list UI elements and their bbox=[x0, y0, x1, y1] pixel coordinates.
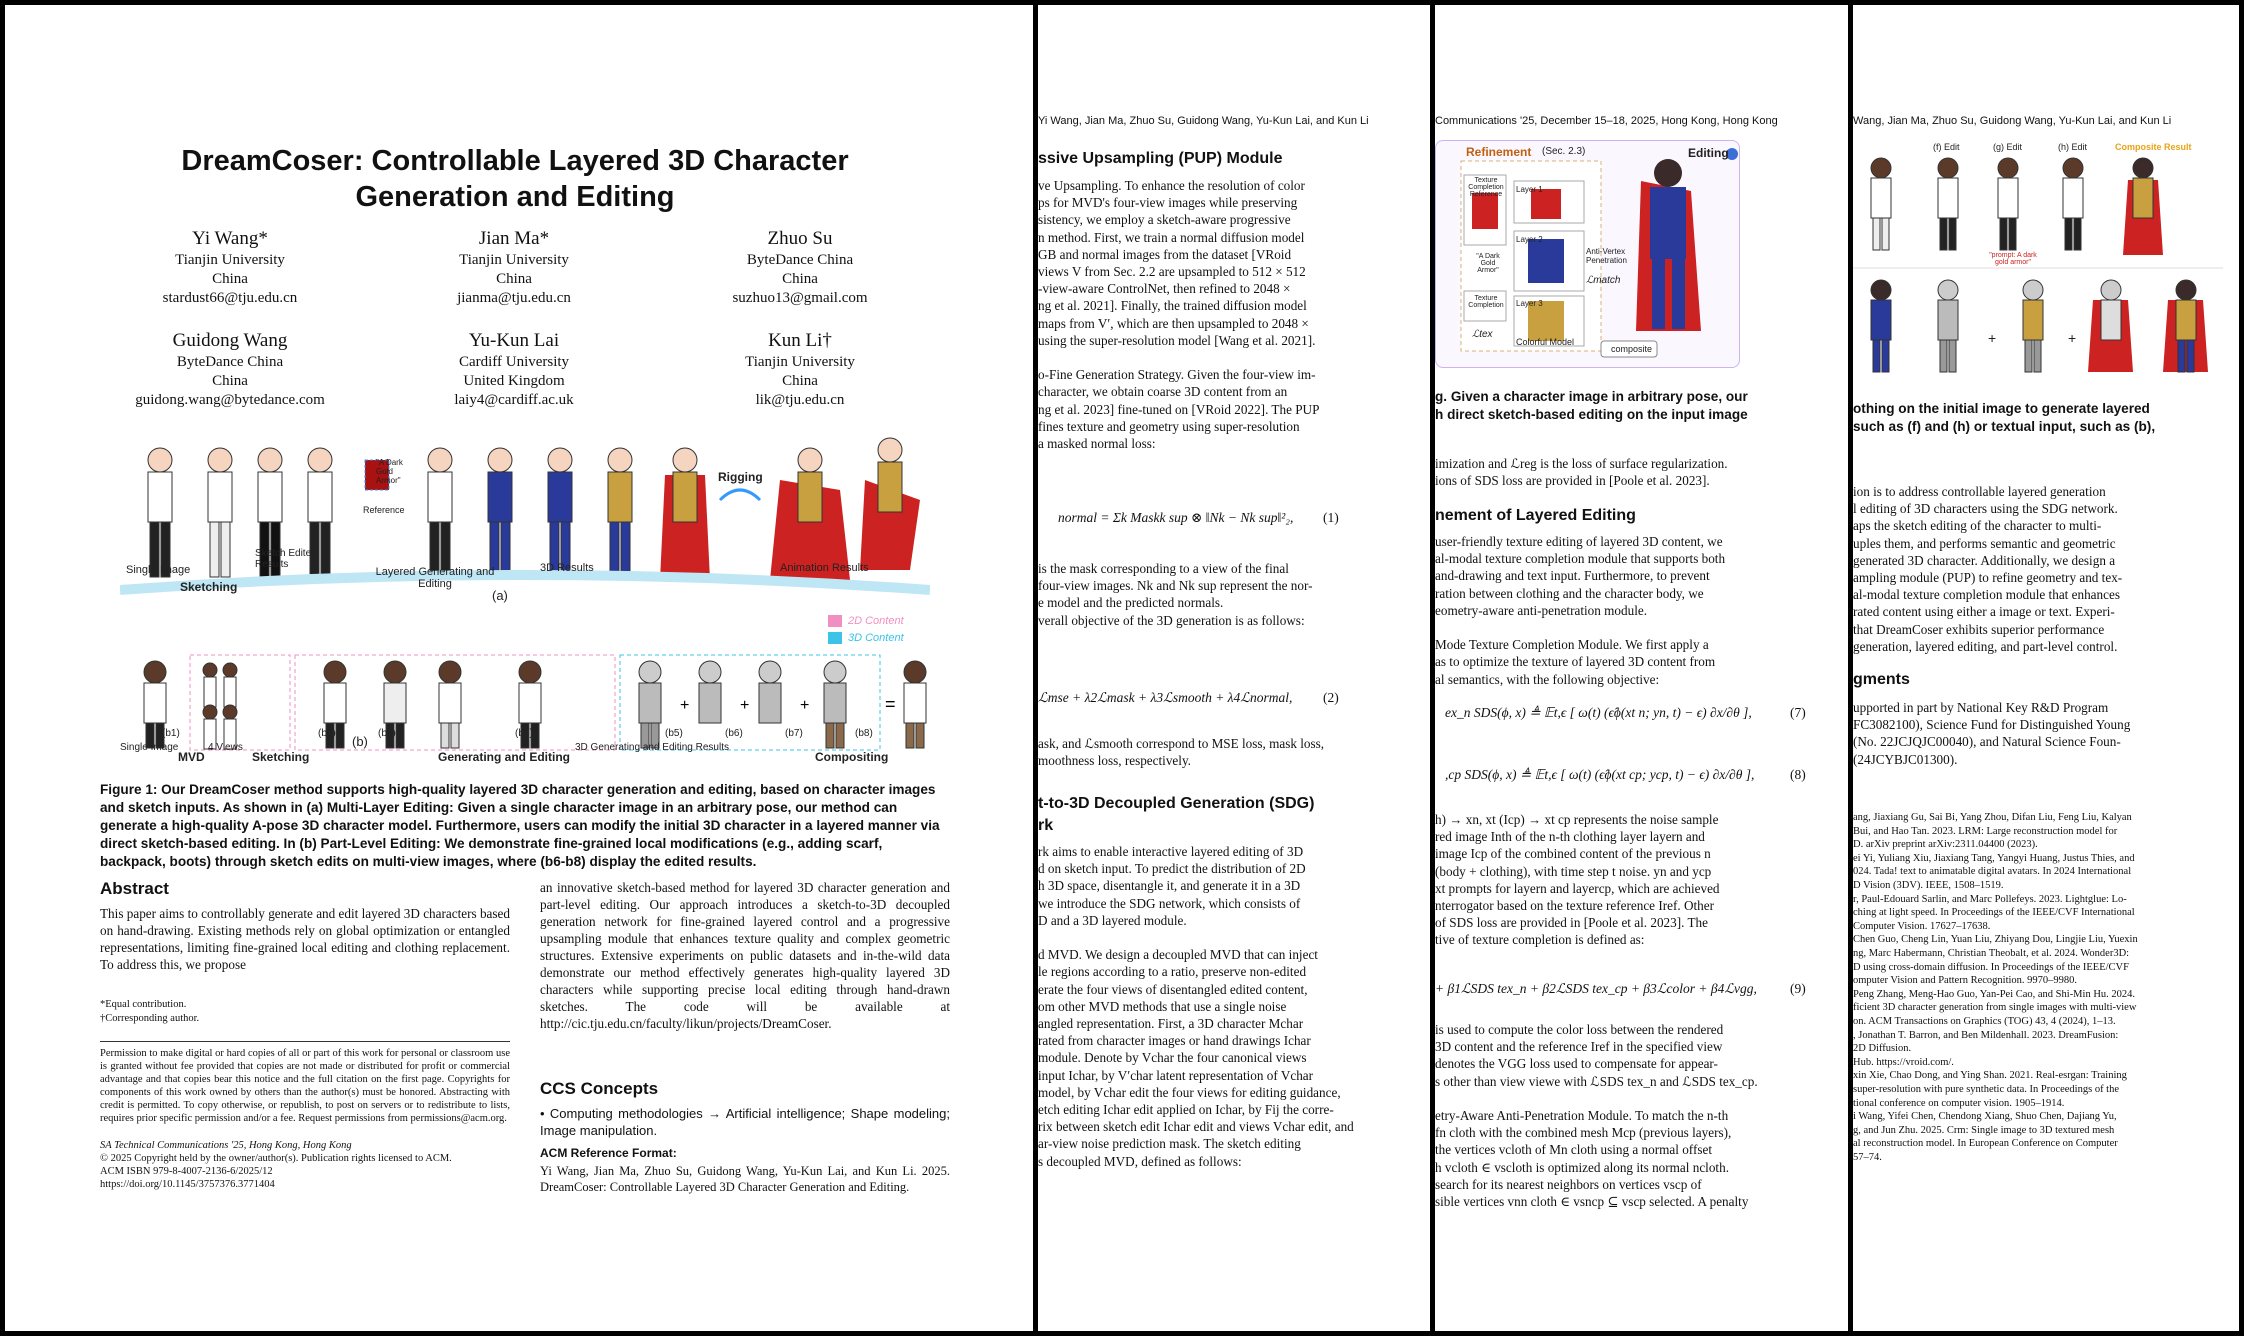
text-line: GB and normal images from the dataset [VRoid bbox=[1038, 246, 1292, 262]
figure-1a-art bbox=[120, 430, 930, 610]
author-country: China bbox=[782, 271, 818, 287]
text-line: rk aims to enable interactive layered editing of 3D bbox=[1038, 844, 1304, 859]
text-line: (No. 22JCJQJC00040), and Natural Science Foun- bbox=[1853, 734, 2121, 750]
text-line: ficient 3D character generation from single images with multi-view bbox=[1853, 1002, 2137, 1014]
svg-text:+: + bbox=[740, 697, 750, 714]
text-line: tive of texture completion is defined as: bbox=[1435, 932, 1645, 948]
fig-label-b5: (b5) bbox=[665, 728, 683, 739]
author-email: lik@tju.edu.cn bbox=[755, 392, 845, 408]
text-line: is the mask corresponding to a view of the final bbox=[1038, 561, 1289, 576]
equation-9: + β1ℒSDS tex_n + β2ℒSDS tex_cp + β3ℒcolor + β4ℒvgg, bbox=[1435, 981, 1757, 996]
text-line: etry-Aware Anti-Penetration Module. To match the n-th bbox=[1435, 1108, 1729, 1123]
author-aff: Tianjin University bbox=[459, 252, 569, 268]
figure-1b bbox=[120, 650, 930, 768]
svg-text:+: + bbox=[680, 697, 690, 714]
text-line: such as (f) and (h) or textual input, such as (b), bbox=[1853, 419, 2156, 434]
page-1[interactable] bbox=[10, 5, 1033, 1336]
equation-7-number: (7) bbox=[1790, 705, 1806, 720]
text-line: a masked normal loss: bbox=[1038, 436, 1156, 451]
text-line: that DreamCoser exhibits superior performance bbox=[1853, 621, 2105, 637]
fig3-label-h: (h) Edit bbox=[2058, 142, 2088, 152]
author-name: Guidong Wang bbox=[172, 330, 288, 351]
text-line: Chen Guo, Cheng Lin, Yuan Liu, Zhiyang Dou, Lingjie Liu, Yuexin bbox=[1853, 934, 2138, 946]
fig-label-b: (b) bbox=[352, 734, 368, 749]
text-line: omputer Vision and Pattern Recognition. 9970–9980. bbox=[1853, 975, 2078, 987]
venue-line: SA Technical Communications '25, Hong Kong, Hong Kong bbox=[100, 1140, 352, 1151]
legend-3d-swatch bbox=[828, 632, 842, 644]
page-2[interactable] bbox=[1038, 5, 1430, 1336]
text-line: fines texture and geometry using super-resolution bbox=[1038, 418, 1300, 434]
text-line: D Vision (3DV). IEEE, 1508–1519. bbox=[1853, 880, 2004, 891]
text-line: Hub. https://vroid.com/. bbox=[1853, 1056, 1954, 1068]
ccs-heading: CCS Concepts bbox=[540, 1079, 659, 1098]
fig-label-b4: (b4) bbox=[515, 728, 533, 739]
text-line: -view-aware ControlNet, then refined to 2048 × bbox=[1038, 281, 1291, 297]
equation-1: normal = Σk Maskk sup ⊗ ‖Nk − Nk sup‖²₂, bbox=[1058, 510, 1294, 525]
fig-label-compositing: Compositing bbox=[815, 750, 889, 764]
text-line: fn cloth with the combined mesh Mcp (previous layers), bbox=[1435, 1125, 1732, 1141]
fig-label-animation: Animation Results bbox=[780, 562, 869, 574]
figure-2 bbox=[1435, 140, 1740, 368]
running-head: Communications '25, December 15–18, 2025, Hong Kong, Hong Kong bbox=[1435, 115, 1778, 127]
text-line: D using cross-domain diffusion. In Proceedings of the IEEE/CVF bbox=[1853, 961, 2129, 973]
fig-label-b1: (b1) bbox=[162, 728, 180, 739]
text-line: and-drawing and text input. Furthermore, to prevent bbox=[1435, 568, 1710, 584]
fig-label-b7: (b7) bbox=[785, 728, 803, 739]
fig2-label-sec: (Sec. 2.3) bbox=[1542, 146, 1586, 157]
text-line: 024. Tada! text to animatable digital avatars. In 2024 International bbox=[1853, 866, 2132, 878]
section-heading: rk bbox=[1038, 817, 1054, 834]
author-email: jianma@tju.edu.cn bbox=[457, 290, 571, 306]
fig3-label-g: (g) Edit bbox=[1993, 142, 2023, 152]
fig2-label-l-tex: ℒtex bbox=[1472, 329, 1493, 340]
author-country: China bbox=[496, 271, 532, 287]
section-heading: nement of Layered Editing bbox=[1435, 507, 1636, 524]
text-line: model, by Vchar edit the four views for editing guidance, bbox=[1038, 1084, 1341, 1100]
fig2-label-anti-vertex: Anti-Vertex Penetration bbox=[1586, 247, 1627, 265]
fig3-label-f: (f) Edit bbox=[1933, 142, 1960, 152]
text-line: (body + clothing), with time step t noise. yn and ycp bbox=[1435, 863, 1712, 879]
fig3-plus-1: + bbox=[1988, 330, 1997, 346]
footnote-rule bbox=[100, 1041, 510, 1042]
svg-text:=: = bbox=[885, 694, 896, 714]
text-line: super-resolution with pure synthetic data. In Proceedings of the bbox=[1853, 1084, 2120, 1095]
text-line: xt prompts for layern and layercp, which are achieved bbox=[1435, 880, 1720, 896]
text-line: r, Paul-Edouard Sarlin, and Marc Pollefeys. 2023. Lightglue: Lo- bbox=[1853, 893, 2127, 905]
text-line: h) → xn, xt (Icp) → xt cp represents the noise sample bbox=[1435, 812, 1719, 827]
running-head: Wang, Jian Ma, Zhuo Su, Guidong Wang, Yu-Kun Lai, and Kun Li bbox=[1853, 115, 2172, 127]
fig2-label-dark-gold: "A Dark Gold Armor" bbox=[1476, 253, 1500, 274]
text-line: ampling module (PUP) to refine geometry and tex- bbox=[1853, 570, 2123, 585]
figure-3 bbox=[1853, 140, 2223, 378]
text-line: sible vertices vnn cloth ∈ vsncp ⊆ vscp selected. A penalty bbox=[1435, 1194, 1749, 1209]
author-name: Yi Wang* bbox=[192, 228, 268, 249]
fig-label-b6: (b6) bbox=[725, 728, 743, 739]
acm-ref-heading: ACM Reference Format: bbox=[540, 1146, 677, 1160]
text-line: erate the four views of disentangled edited content, bbox=[1038, 981, 1308, 997]
fig-label-dark-gold: "A Dark Gold Armor" bbox=[376, 458, 403, 485]
fig2-label-texture-completion: Texture Completion bbox=[1468, 295, 1504, 309]
text-line: s decoupled MVD, defined as follows: bbox=[1038, 1153, 1242, 1169]
fig-label-single-image-b: Single Image bbox=[120, 742, 179, 753]
text-line: search for its nearest neighbors on vertices vscp of bbox=[1435, 1176, 1702, 1192]
text-line: D. arXiv preprint arXiv:2311.04400 (2023). bbox=[1853, 839, 2038, 851]
text-line: ang, Jiaxiang Gu, Sai Bi, Yang Zhou, Difan Liu, Feng Liu, Kalyan bbox=[1853, 812, 2132, 823]
doi-link[interactable]: https://doi.org/10.1145/3757376.3771404 bbox=[100, 1179, 275, 1190]
fig3-label-prompt: "prompt: A dark gold armor" bbox=[1989, 252, 2037, 266]
fig3-label-composite: Composite Result bbox=[2115, 142, 2192, 152]
fig2-label-l-match: ℒmatch bbox=[1586, 275, 1621, 286]
fig-label-generating: Generating and Editing bbox=[438, 750, 571, 764]
text-line: upported in part by National Key R&D Program bbox=[1853, 700, 2109, 715]
text-line: h vcloth ∈ vscloth is optimized along its normal ncloth. bbox=[1435, 1159, 1729, 1175]
text-line: g, and Jun Zhu. 2025. Crm: Single image to 3D textured mesh bbox=[1853, 1124, 2115, 1136]
text-line: red image Inth of the n-th clothing layer layern and bbox=[1435, 829, 1705, 845]
text-line: aps the sketch editing of the character to multi- bbox=[1853, 518, 2102, 534]
author-1 bbox=[110, 227, 350, 308]
author-aff: Tianjin University bbox=[175, 252, 285, 268]
author-name: Kun Li† bbox=[768, 330, 832, 351]
author-3 bbox=[680, 227, 920, 308]
text-line: 57–74. bbox=[1853, 1152, 1882, 1163]
author-aff: ByteDance China bbox=[176, 354, 284, 370]
fig-label-b8: (b8) bbox=[855, 728, 873, 739]
text-line: we introduce the SDG network, which consists of bbox=[1038, 895, 1301, 911]
text-line: eometry-aware anti-penetration module. bbox=[1435, 602, 1648, 618]
author-6 bbox=[680, 329, 920, 410]
fig2-label-tcr: Texture Completion Reference bbox=[1468, 177, 1504, 198]
abstract-right: an innovative sketch-based method for layered 3D character generation and part-level editing. Our approach introduces a sketch-to-3D decoupled generation network for fine-grained layered control and a progressive upsampling module that enhances texture quality and complex geometric structures. Extensive experiments on public datasets and in-the-wild data demonstrate our method effectively generates high-quality layered 3D characters while supporting precise local editing through hand-drawn sketches. The code will be available at http://cic.tju.edu.cn/faculty/likun/projects/DreamCoser. bbox=[540, 880, 950, 1031]
author-country: United Kingdom bbox=[463, 373, 565, 389]
footnote-equal: *Equal contribution. bbox=[100, 999, 187, 1010]
footnote-corresponding: †Corresponding author. bbox=[100, 1013, 200, 1024]
fig-label-reference: Reference bbox=[363, 505, 405, 515]
text-line: Bui, and Hao Tan. 2023. LRM: Large reconstruction model for bbox=[1853, 825, 2118, 837]
author-name: Zhuo Su bbox=[767, 228, 833, 249]
ccs-text: • Computing methodologies → Artificial intelligence; Shape modeling; Image manipulation. bbox=[540, 1106, 950, 1138]
author-name: Jian Ma* bbox=[478, 228, 550, 249]
text-line: al-modal texture completion module that supports both bbox=[1435, 551, 1726, 567]
fig-label-sketch-edited: Sketch Edited Results bbox=[255, 548, 317, 570]
permission-notice: Permission to make digital or hard copies of all or part of this work for personal or classroom use is granted without fee provided that copies are not made or distributed for profit or commercial advantage and that copies bear this notice and the full citation on the first page. Copyrights for components of this work owned by others than the author(s) must be honored. Abstracting with credit is permitted. To copy otherwise, or republish, to post on servers or to redistribute to lists, requires prior specific permission and/or a fee. Request permissions from permissions@acm.org. bbox=[100, 1048, 510, 1124]
text-line: imization and ℒreg is the loss of surface regularization. bbox=[1435, 456, 1728, 471]
fig-label-sketching-b: Sketching bbox=[252, 750, 310, 764]
text-line: l editing of 3D characters using the SDG network. bbox=[1853, 501, 2118, 517]
text-line: ve Upsampling. To enhance the resolution of color bbox=[1038, 178, 1305, 193]
author-aff: Cardiff University bbox=[458, 354, 570, 370]
text-line: generation, layered editing, and part-level control. bbox=[1853, 638, 2118, 654]
text-line: al semantics, with the following objective: bbox=[1435, 671, 1660, 687]
figure-1a bbox=[120, 430, 930, 610]
acm-ref: Yi Wang, Jian Ma, Zhuo Su, Guidong Wang, Yu-Kun Lai, and Kun Li. 2025. DreamCoser: Controllable Layered 3D Character Generation and Editing. bbox=[540, 1164, 950, 1194]
abstract-heading: Abstract bbox=[100, 879, 169, 898]
fig-label-mvd: MVD bbox=[178, 750, 205, 764]
text-line: user-friendly texture editing of layered 3D content, we bbox=[1435, 534, 1723, 549]
page-4[interactable] bbox=[1853, 5, 2244, 1336]
text-line: denotes the VGG loss used to compensate for appear- bbox=[1435, 1056, 1718, 1072]
text-line: FC3082100), Science Fund for Distinguished Young bbox=[1853, 717, 2131, 733]
text-line: o-Fine Generation Strategy. Given the four-view im- bbox=[1038, 367, 1316, 383]
text-line: tional conference on computer vision. 1905–1914. bbox=[1853, 1097, 2065, 1109]
fig2-label-editing: Editing bbox=[1688, 146, 1729, 160]
abstract-left: This paper aims to controllably generate and edit layered 3D characters based on hand-drawing. Existing methods rely on global optimization or entangled representations, limiting fine-grained local editing and clothing replacement. To address this, we propose bbox=[100, 906, 510, 972]
text-line: d on sketch input. To predict the distribution of 2D bbox=[1038, 861, 1306, 877]
fig-label-b2: (b2) bbox=[318, 728, 336, 739]
text-line: as to optimize the texture of layered 3D content from bbox=[1435, 654, 1716, 670]
text-line: character, we obtain coarse 3D content from an bbox=[1038, 384, 1288, 400]
fig2-label-colorful: Colorful Model bbox=[1516, 337, 1575, 347]
author-email: stardust66@tju.edu.cn bbox=[162, 290, 298, 306]
author-country: China bbox=[782, 373, 818, 389]
text-line: 2D Diffusion. bbox=[1853, 1043, 1912, 1055]
equation-7: ex_n SDS(ϕ, x) ≜ 𝔼t,ϵ [ ω(t) (ϵ̂ϕ(xt n; yn, t) − ϵ) ∂x/∂θ ], bbox=[1445, 705, 1752, 720]
author-email: guidong.wang@bytedance.com bbox=[135, 392, 325, 408]
text-line: ng, Marc Habermann, Christian Theobalt, et al. 2024. Wonder3D: bbox=[1853, 948, 2130, 959]
text-line: al reconstruction model. In European Conference on Computer bbox=[1853, 1138, 2118, 1150]
text-line: ask, and ℒsmooth correspond to MSE loss, mask loss, bbox=[1038, 736, 1325, 751]
text-line: generated 3D character. Additionally, we design a bbox=[1853, 552, 2116, 568]
section-heading: gments bbox=[1853, 671, 1910, 688]
legend-3d-label: 3D Content bbox=[848, 632, 904, 644]
text-line: D and a 3D layered module. bbox=[1038, 912, 1187, 928]
text-line: nterrogator based on the texture reference Iref. Other bbox=[1435, 898, 1714, 913]
text-line: h direct sketch-based editing on the input image bbox=[1435, 407, 1748, 422]
fig-label-4-views: 4 Views bbox=[208, 742, 243, 753]
text-line: on. ACM Transactions on Graphics (TOG) 43, 4 (2024), 1–13. bbox=[1853, 1016, 2116, 1027]
text-line: xin Xie, Chao Dong, and Ying Shan. 2021. Real-esrgan: Training bbox=[1853, 1070, 2127, 1082]
fig2-label-layer1: Layer 1 bbox=[1516, 185, 1543, 194]
text-line: using the super-resolution model [Wang et al. 2021]. bbox=[1038, 332, 1316, 348]
text-line: uples them, and performs semantic and geometric bbox=[1853, 535, 2116, 551]
text-line: of SDS loss are provided in [Poole et al. 2023]. The bbox=[1435, 915, 1708, 931]
author-5 bbox=[394, 329, 634, 410]
text-line: sistency, we employ a sketch-aware progressive bbox=[1038, 212, 1291, 228]
text-line: e model and the predicted normals. bbox=[1038, 595, 1224, 611]
fig-label-gen-edit-results: 3D Generating and Editing Results bbox=[575, 742, 729, 753]
text-line: module. Denote by Vchar the four canonical views bbox=[1038, 1050, 1307, 1066]
legend-2d-swatch bbox=[828, 615, 842, 627]
author-name: Yu-Kun Lai bbox=[468, 330, 560, 351]
paper-title: DreamCoser: Controllable Layered 3D Character Generation and Editing bbox=[181, 145, 849, 213]
text-line: input Ichar, by V′char latent representation of Vchar bbox=[1038, 1067, 1314, 1083]
text-line: rix between sketch edit Ichar edit and views Vchar edit, and bbox=[1038, 1119, 1354, 1135]
text-line: ration between clothing and the character body, we bbox=[1435, 585, 1704, 601]
text-line: ions of SDS loss are provided in [Poole et al. 2023]. bbox=[1435, 473, 1710, 489]
fig-label-3d-results: 3D Results bbox=[540, 562, 594, 574]
fig3-plus-2: + bbox=[2068, 330, 2077, 346]
fig-label-sketching: Sketching bbox=[180, 580, 238, 594]
text-line: moothness loss, respectively. bbox=[1038, 753, 1191, 769]
text-line: angled representation. First, a 3D character Mchar bbox=[1038, 1016, 1304, 1031]
equation-9-number: (9) bbox=[1790, 981, 1806, 996]
author-aff: Tianjin University bbox=[745, 354, 855, 370]
author-aff: ByteDance China bbox=[746, 252, 854, 268]
fig-label-rigging: Rigging bbox=[718, 470, 763, 484]
fig-label-single-image: Single Image bbox=[126, 564, 191, 576]
author-email: suzhuo13@gmail.com bbox=[732, 290, 868, 306]
figure-1-caption: Figure 1: Our DreamCoser method supports high-quality layered 3D character generation and editing, based on character images and sketch inputs. As shown in (a) Multi-Layer Editing: Given a single character image in an arbitrary pose, our method can generate a high-quality A-pose 3D character model. Furthermore, users can modify the initial 3D character in a layered manner via direct sketch-based editing. In (b) Part-Level Editing: We demonstrate fine-grained local modifications (e.g., adding scarf, backpack, boots) through sketch edits on multi-view images, where (b6-b8) display the edited results. bbox=[100, 782, 940, 869]
text-line: image Icp of the combined content of the previous n bbox=[1435, 846, 1711, 862]
text-line: maps from V′, which are then upsampled to 2048 × bbox=[1038, 315, 1309, 331]
text-line: othing on the initial image to generate layered bbox=[1853, 401, 2150, 416]
text-line: om other MVD methods that use a single noise bbox=[1038, 998, 1287, 1014]
equation-1-number: (1) bbox=[1323, 510, 1339, 525]
text-line: ei Yi, Yuliang Xiu, Jiaxiang Tang, Yangyi Huang, Justus Thies, and bbox=[1853, 852, 2135, 864]
text-line: rated content using either a image or text. Experi- bbox=[1853, 604, 2115, 620]
text-line: Computer Vision. 17627–17638. bbox=[1853, 920, 1991, 932]
text-line: , Jonathan T. Barron, and Ben Mildenhall. 2023. DreamFusion: bbox=[1853, 1029, 2119, 1041]
fig-label-a: (a) bbox=[492, 588, 508, 603]
text-line: ng et al. 2021]. Finally, the trained diffusion model bbox=[1038, 298, 1307, 314]
text-line: n method. First, we train a normal diffusion model bbox=[1038, 229, 1305, 245]
author-country: China bbox=[212, 373, 248, 389]
author-country: China bbox=[212, 271, 248, 287]
text-line: (24JCYBJC01300). bbox=[1853, 751, 1958, 767]
isbn-line: ACM ISBN 979-8-4007-2136-6/2025/12 bbox=[100, 1166, 273, 1177]
text-line: h 3D space, disentangle it, and generate it in a 3D bbox=[1038, 878, 1301, 894]
fig2-label-composite: composite bbox=[1611, 344, 1653, 354]
text-line: ion is to address controllable layered generation bbox=[1853, 484, 2106, 499]
text-line: i Wang, Yifei Chen, Chendong Xiang, Shuo Chen, Dajiang Yu, bbox=[1853, 1111, 2117, 1123]
author-email: laiy4@cardiff.ac.uk bbox=[454, 392, 574, 408]
text-line: 3D content and the reference Iref in the specified view bbox=[1435, 1039, 1723, 1055]
text-line: ar-view noise prediction mask. The sketch editing bbox=[1038, 1136, 1301, 1152]
text-line: ching at light speed. In Proceedings of the IEEE/CVF International bbox=[1853, 907, 2135, 919]
text-line: views V from Sec. 2.2 are upsampled to 512 × 512 bbox=[1038, 264, 1306, 279]
text-line: etch editing Ichar edit applied on Ichar, by Fij the corre- bbox=[1038, 1102, 1334, 1117]
fig-label-layered: Layered Generating and Editing bbox=[375, 566, 495, 590]
equation-2: ℒmse + λ2ℒmask + λ3ℒsmooth + λ4ℒnormal, bbox=[1038, 690, 1293, 705]
running-head: Yi Wang, Jian Ma, Zhuo Su, Guidong Wang, Yu-Kun Lai, and Kun Li bbox=[1038, 115, 1369, 127]
text-line: Peng Zhang, Meng-Hao Guo, Yan-Pei Cao, and Shi-Min Hu. 2024. bbox=[1853, 988, 2136, 1000]
text-line: ng et al. 2023] fine-tuned on [VRoid 2022]. The PUP bbox=[1038, 401, 1320, 417]
fig2-label-refinement: Refinement bbox=[1466, 145, 1532, 159]
equation-8: ,cp SDS(ϕ, x) ≜ 𝔼t,ϵ [ ω(t) (ϵ̂ϕ(xt cp; ycp, t) − ϵ) ∂x/∂θ ], bbox=[1445, 767, 1755, 782]
text-line: ps for MVD's four-view images while preserving bbox=[1038, 195, 1298, 211]
author-2 bbox=[394, 227, 634, 308]
svg-text:+: + bbox=[800, 697, 810, 714]
text-line: s other than view viewe with ℒSDS tex_n and ℒSDS tex_cp. bbox=[1435, 1073, 1758, 1089]
equation-2-number: (2) bbox=[1323, 690, 1339, 705]
fig-label-b3: (b3) bbox=[378, 728, 396, 739]
fig2-label-layer3: Layer 3 bbox=[1516, 299, 1543, 308]
text-line: the vertices vcloth of Mn cloth using a normal offset bbox=[1435, 1142, 1712, 1158]
text-line: rated from character images or hand drawings Ichar bbox=[1038, 1033, 1311, 1049]
author-4 bbox=[110, 329, 350, 410]
section-heading: t-to-3D Decoupled Generation (SDG) bbox=[1038, 795, 1315, 812]
text-line: is used to compute the color loss between the rendered bbox=[1435, 1022, 1724, 1037]
section-heading: ssive Upsampling (PUP) Module bbox=[1038, 150, 1283, 167]
text-line: verall objective of the 3D generation is as follows: bbox=[1038, 612, 1305, 628]
equation-8-number: (8) bbox=[1790, 767, 1806, 782]
text-line: g. Given a character image in arbitrary pose, our bbox=[1435, 389, 1748, 404]
text-line: four-view images. Nk and Nk sup represent the nor- bbox=[1038, 578, 1313, 594]
copyright-line: © 2025 Copyright held by the owner/author(s). Publication rights licensed to ACM. bbox=[100, 1153, 452, 1164]
page-3[interactable] bbox=[1435, 5, 1848, 1336]
text-line: le regions according to a ratio, preserve non-edited bbox=[1038, 964, 1307, 980]
text-line: al-modal texture completion module that enhances bbox=[1853, 587, 2120, 603]
text-line: d MVD. We design a decoupled MVD that can inject bbox=[1038, 947, 1318, 963]
text-line: Mode Texture Completion Module. We first apply a bbox=[1435, 637, 1709, 653]
fig2-label-layer2: Layer 2 bbox=[1516, 235, 1543, 244]
legend-2d-label: 2D Content bbox=[848, 615, 904, 627]
